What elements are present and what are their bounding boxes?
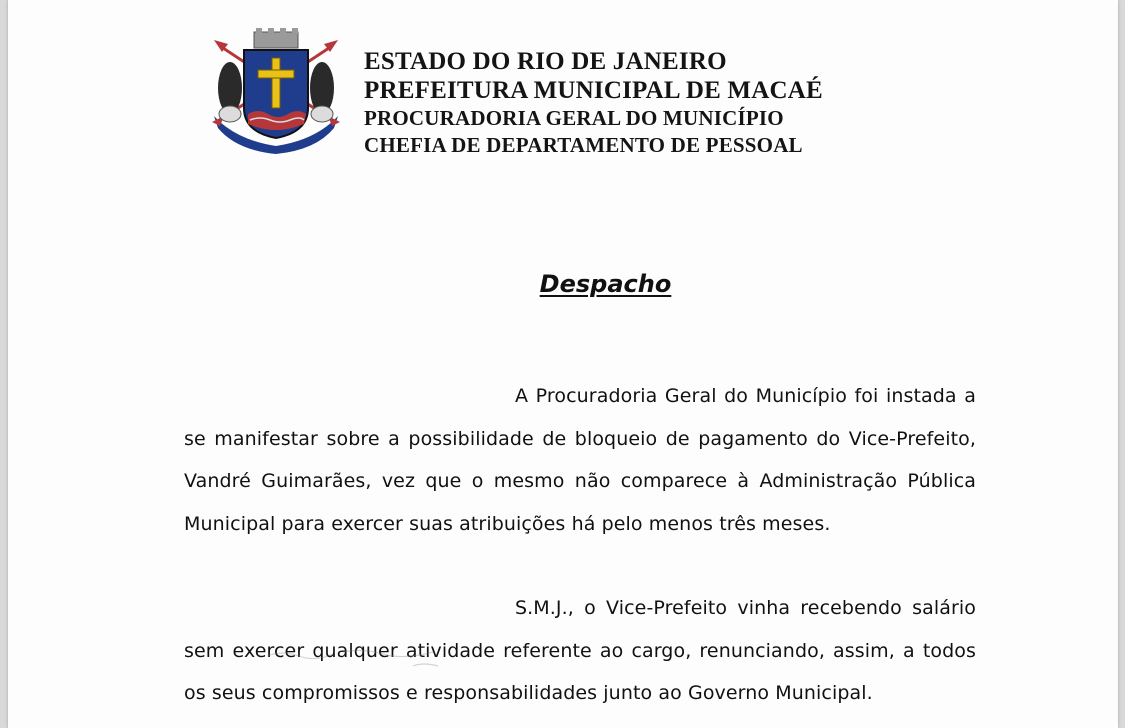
document-title: Despacho — [539, 270, 672, 298]
letterhead-state: ESTADO DO RIO DE JANEIRO — [364, 48, 727, 75]
macae-coat-of-arms-icon — [206, 28, 346, 154]
letterhead-chefia: CHEFIA DE DEPARTAMENTO DE PESSOAL — [364, 133, 803, 157]
letterhead — [364, 46, 823, 159]
letterhead-prefeitura: PREFEITURA MUNICIPAL DE MACAÉ — [364, 77, 823, 104]
paragraph-2: S.M.J., o Vice-Prefeito vinha recebendo salário sem exercer qualquer atividade referente ao cargo, renunciando, assim, a todos os seus compromissos e responsabilidades junto ao Governo Municipal. — [184, 597, 976, 705]
document-page — [8, 0, 1118, 728]
bleed-through-mark — [263, 642, 463, 676]
letterhead-procuradoria: PROCURADORIA GERAL DO MUNICÍPIO — [364, 106, 784, 130]
paragraph-1: A Procuradoria Geral do Município foi instada a se manifestar sobre a possibilidade de bloqueio de pagamento do Vice-Prefeito, Vandré Guimarães, vez que o mesmo não comparece à Administração Pública Municipal para exercer suas atribuições há pelo menos três meses. — [184, 385, 976, 536]
